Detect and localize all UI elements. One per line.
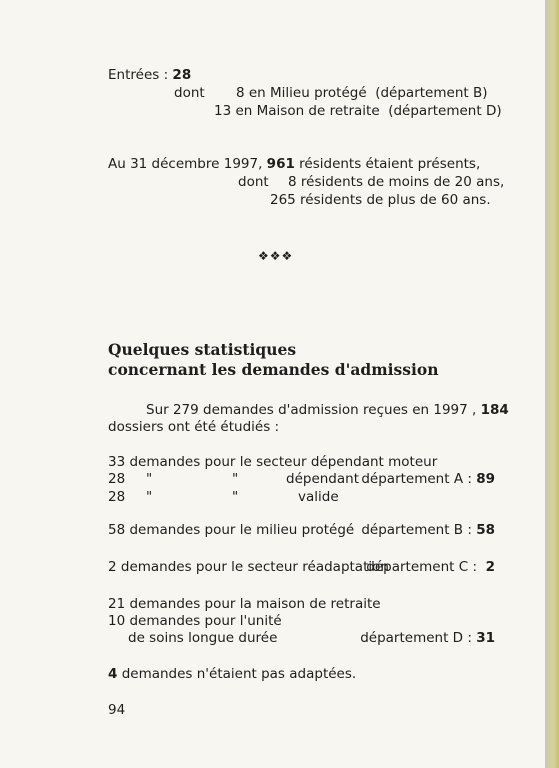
protected-text: 58 demandes pour le milieu protégé [108,522,355,538]
intro-line [146,401,509,419]
retirement-line2: 10 demandes pour l'unité [108,613,282,629]
motor-line1: 33 demandes pour le secteur dépendant moteur [108,454,438,470]
section-heading-line2: concernant les demandes d'admission [108,360,439,379]
motor-row2-dept [361,470,495,488]
intro-count: 184 [480,402,509,418]
motor-row3-word: valide [298,489,339,505]
motor-dept-total: 89 [476,471,495,487]
page-edge [545,0,559,768]
unsuitable-text: demandes n'étaient pas adaptées. [117,666,357,682]
section-heading-line1: Quelques statistiques [108,340,297,359]
residents-line [108,155,480,173]
retirement-dept-total: 31 [476,630,495,646]
residents-dont: dont [238,174,269,190]
entries-label: Entrées : [108,67,173,83]
retirement-dept-label: département D : [360,630,477,646]
motor-dept-label: département A : [361,471,477,487]
residents-line2: 265 résidents de plus de 60 ans. [270,192,491,208]
intro-text: Sur 279 demandes d'admission reçues en 1997 , [146,402,481,418]
protected-dept-label: département B : [361,522,477,538]
page-number: 94 [108,702,126,718]
motor-row3-ditto2: " [232,489,239,505]
motor-row3-num: 28 [108,489,126,505]
readapt-dept [366,558,495,576]
motor-row2-ditto1: " [146,471,153,487]
unsuitable-count: 4 [108,666,118,682]
entries-line2: 13 en Maison de retraite (département D) [214,103,502,119]
protected-dept [361,521,495,539]
retirement-line3: de soins longue durée [128,630,278,646]
motor-row2-num: 28 [108,471,126,487]
residents-lead-rest: résidents étaient présents, [294,156,481,172]
retirement-line1: 21 demandes pour la maison de retraite [108,596,381,612]
readapt-text: 2 demandes pour le secteur réadaptation [108,559,389,575]
separator-ornament: ❖❖❖ [258,249,294,263]
motor-row2-ditto2: " [232,471,239,487]
intro-line2: dossiers ont été étudiés : [108,419,280,435]
residents-line1: 8 résidents de moins de 20 ans, [288,174,505,190]
readapt-dept-label: département C : [366,559,486,575]
retirement-dept [360,629,495,647]
entries-dont: dont [174,85,205,101]
entries-line [108,66,191,84]
residents-lead: Au 31 décembre 1997, [108,156,267,172]
motor-row3-ditto1: " [146,489,153,505]
residents-count: 961 [266,156,295,172]
entries-line1: 8 en Milieu protégé (département B) [236,85,488,101]
entries-total: 28 [172,67,192,83]
protected-dept-total: 58 [476,522,495,538]
readapt-dept-total: 2 [485,559,495,575]
motor-row2-word: dépendant [286,471,359,487]
unsuitable-line [108,665,356,683]
